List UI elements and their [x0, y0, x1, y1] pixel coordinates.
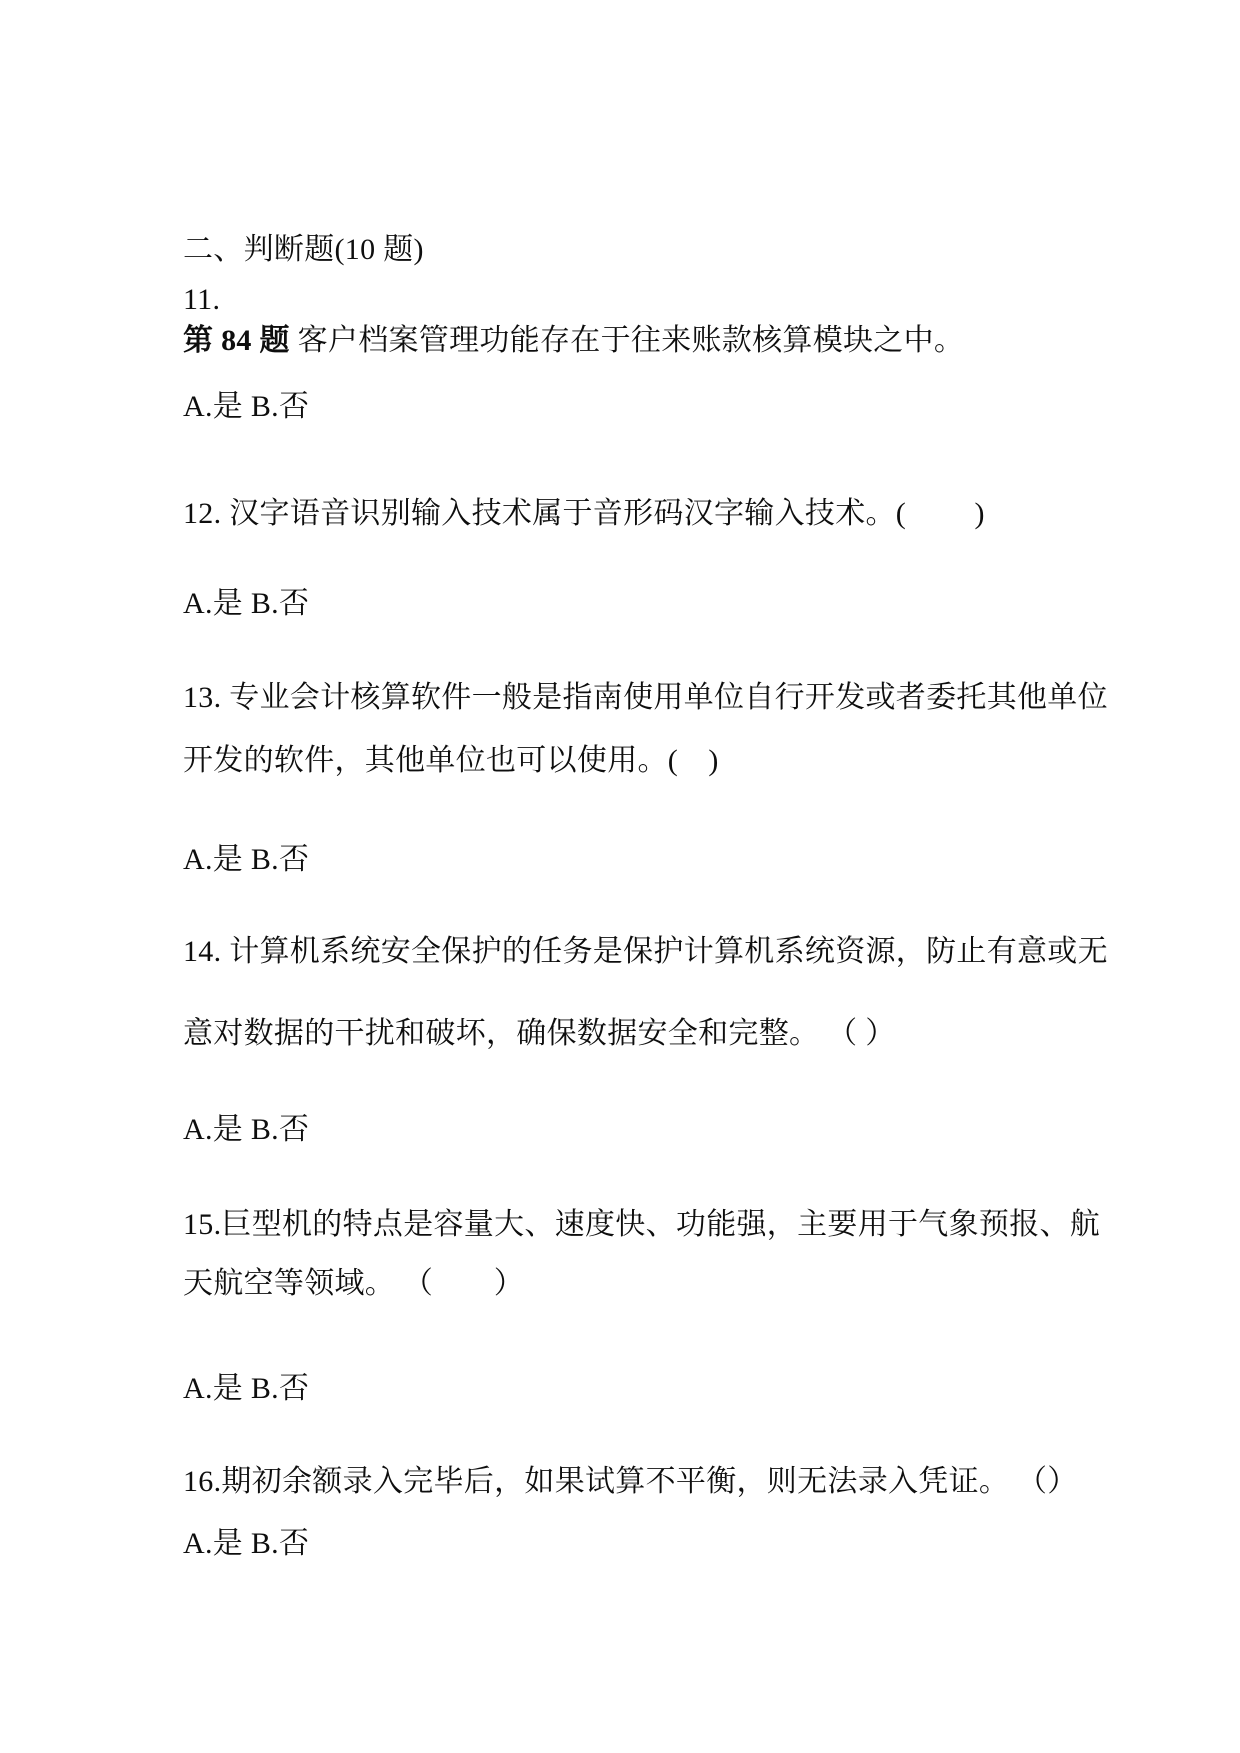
question-14-stem-line-1: 14. 计算机系统安全保护的任务是保护计算机系统资源，防止有意或无	[183, 935, 1108, 968]
section-heading: 二、判断题(10 题)	[183, 233, 424, 266]
question-11-number: 11.	[183, 283, 221, 316]
question-16-options: A.是 B.否	[183, 1527, 310, 1560]
question-14-stem-line-2: 意对数据的干扰和破坏，确保数据安全和完整。 （ ）	[183, 1017, 896, 1050]
question-16-stem: 16.期初余额录入完毕后，如果试算不平衡，则无法录入凭证。 （）	[183, 1465, 1078, 1498]
question-15-stem-line-2: 天航空等领域。 （ ）	[183, 1267, 525, 1300]
question-12-stem: 12. 汉字语音识别输入技术属于音形码汉字输入技术。( )	[183, 497, 985, 530]
question-15-options: A.是 B.否	[183, 1372, 310, 1405]
question-13-options: A.是 B.否	[183, 843, 310, 876]
question-15-stem-line-1: 15.巨型机的特点是容量大、速度快、功能强，主要用于气象预报、航	[183, 1208, 1101, 1241]
question-12-options: A.是 B.否	[183, 587, 310, 620]
question-11-options: A.是 B.否	[183, 390, 310, 423]
question-11-tag: 第 84 题	[183, 324, 290, 357]
question-11-stem	[183, 322, 1180, 360]
question-13-stem-line-2: 开发的软件，其他单位也可以使用。( )	[183, 744, 719, 777]
question-11-text: 客户档案管理功能存在于往来账款核算模块之中。	[289, 324, 965, 357]
question-14-options: A.是 B.否	[183, 1113, 310, 1146]
question-13-stem-line-1: 13. 专业会计核算软件一般是指南使用单位自行开发或者委托其他单位	[183, 681, 1108, 714]
